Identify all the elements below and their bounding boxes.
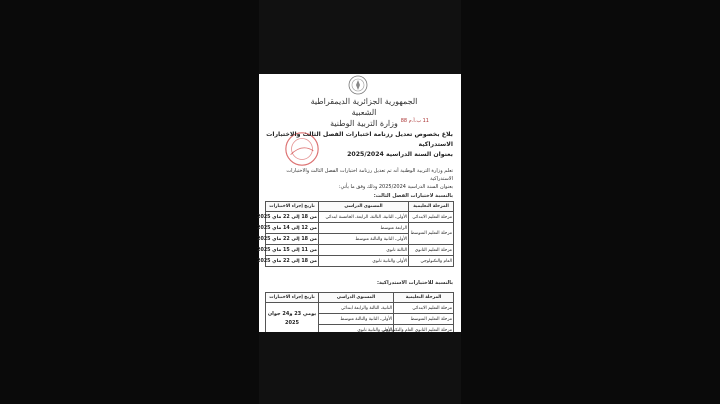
cell-date: يومي 23 و24 جوان 2025 <box>266 303 319 336</box>
table-row <box>266 256 454 267</box>
cell-stage: مرحلة التعليم الابتدائي <box>409 212 454 223</box>
col-header-level: المستوى الدراسي <box>319 202 409 212</box>
left-letterbox <box>0 0 259 404</box>
ministry-name: وزارة التربية الوطنية <box>330 119 398 128</box>
section-third-term-label: بالنسبة لاختبارات الفصل الثالث: <box>373 193 453 199</box>
table-row <box>266 303 454 314</box>
table-header-row <box>266 202 454 212</box>
intro-line-2: بعنوان السنة الدراسية 2025/2024 وذلك وفق ما يأتي: <box>338 184 453 190</box>
notice-title <box>265 130 453 160</box>
makeup-exams-table <box>265 292 454 336</box>
intro-paragraph <box>265 167 453 191</box>
section-makeup-label: بالنسبة للاختبارات الاستدراكية: <box>376 280 453 286</box>
right-letterbox <box>461 0 720 404</box>
cell-level: الأولى والثانية ثانوي <box>319 256 409 267</box>
republic-name: الجمهورية الجزائرية الديمقراطية الشعبية <box>310 97 418 117</box>
cell-date: من 11 إلى 15 ماي 2025 <box>266 245 319 256</box>
cell-stage: مرحلة التعليم المتوسط <box>409 223 454 245</box>
cell-date: من 18 إلى 22 ماي 2025 <box>266 234 319 245</box>
cell-stage: مرحلة التعليم الثانوي <box>409 245 454 256</box>
col-header-stage: المرحلة التعليمية <box>394 293 454 303</box>
cell-stage: مرحلة التعليم المتوسط <box>394 314 454 325</box>
reference-number: 11 ب.أ.م 88 <box>400 118 429 124</box>
algeria-emblem-icon <box>348 75 368 95</box>
cell-stage: مرحلة التعليم الابتدائي <box>394 303 454 314</box>
cell-level: الأولى، الثانية، الثالثة، الرابعة، الخامسة ابتدائي <box>319 212 409 223</box>
table-header-row <box>266 293 454 303</box>
table-row <box>266 212 454 223</box>
title-line-2: بعنوان السنة الدراسية 2025/2024 <box>347 151 453 158</box>
cell-date: من 12 إلى 14 ماي 2025 <box>266 223 319 234</box>
ministry-header <box>299 96 429 129</box>
document-page <box>259 0 461 404</box>
cell-date: من 18 إلى 22 ماي 2025 <box>266 212 319 223</box>
cell-level: الثانية، الثالثة والرابعة ابتدائي <box>319 303 394 314</box>
cell-stage: مرحلة التعليم الثانوي العام والتكنولوجي <box>394 325 454 336</box>
cell-stage: العام والتكنولوجي <box>409 256 454 267</box>
third-term-table <box>257 201 454 267</box>
top-dark-band <box>259 0 461 74</box>
table-row <box>266 223 454 234</box>
cell-level: الأولى والثانية ثانوي <box>319 325 394 336</box>
col-header-date: تاريخ إجراء الاختبارات <box>266 202 319 212</box>
table-row <box>266 245 454 256</box>
bottom-dark-band <box>259 332 461 404</box>
title-line-1: بلاغ بخصوص تعديل رزنامة اختبارات الفصل الثالث والاختبارات الاستدراكية <box>266 131 453 148</box>
cell-level: الثالثة ثانوي <box>319 245 409 256</box>
col-header-date: تاريخ إجراء الاختبارات <box>266 293 319 303</box>
cell-level: الرابعة متوسط <box>319 223 409 234</box>
cell-level: الأولى، الثانية والثالثة متوسط <box>319 314 394 325</box>
intro-line-1: تعلم وزارة التربية الوطنية أنه تم تعديل رزنامة اختبارات الفصل الثالث والاختبارات الاستدراكية <box>286 168 453 182</box>
col-header-level: المستوى الدراسي <box>319 293 394 303</box>
col-header-stage: المرحلة التعليمية <box>409 202 454 212</box>
cell-date: من 18 إلى 22 ماي 2025 <box>266 256 319 267</box>
cell-level: الأولى، الثانية والثالثة متوسط <box>319 234 409 245</box>
